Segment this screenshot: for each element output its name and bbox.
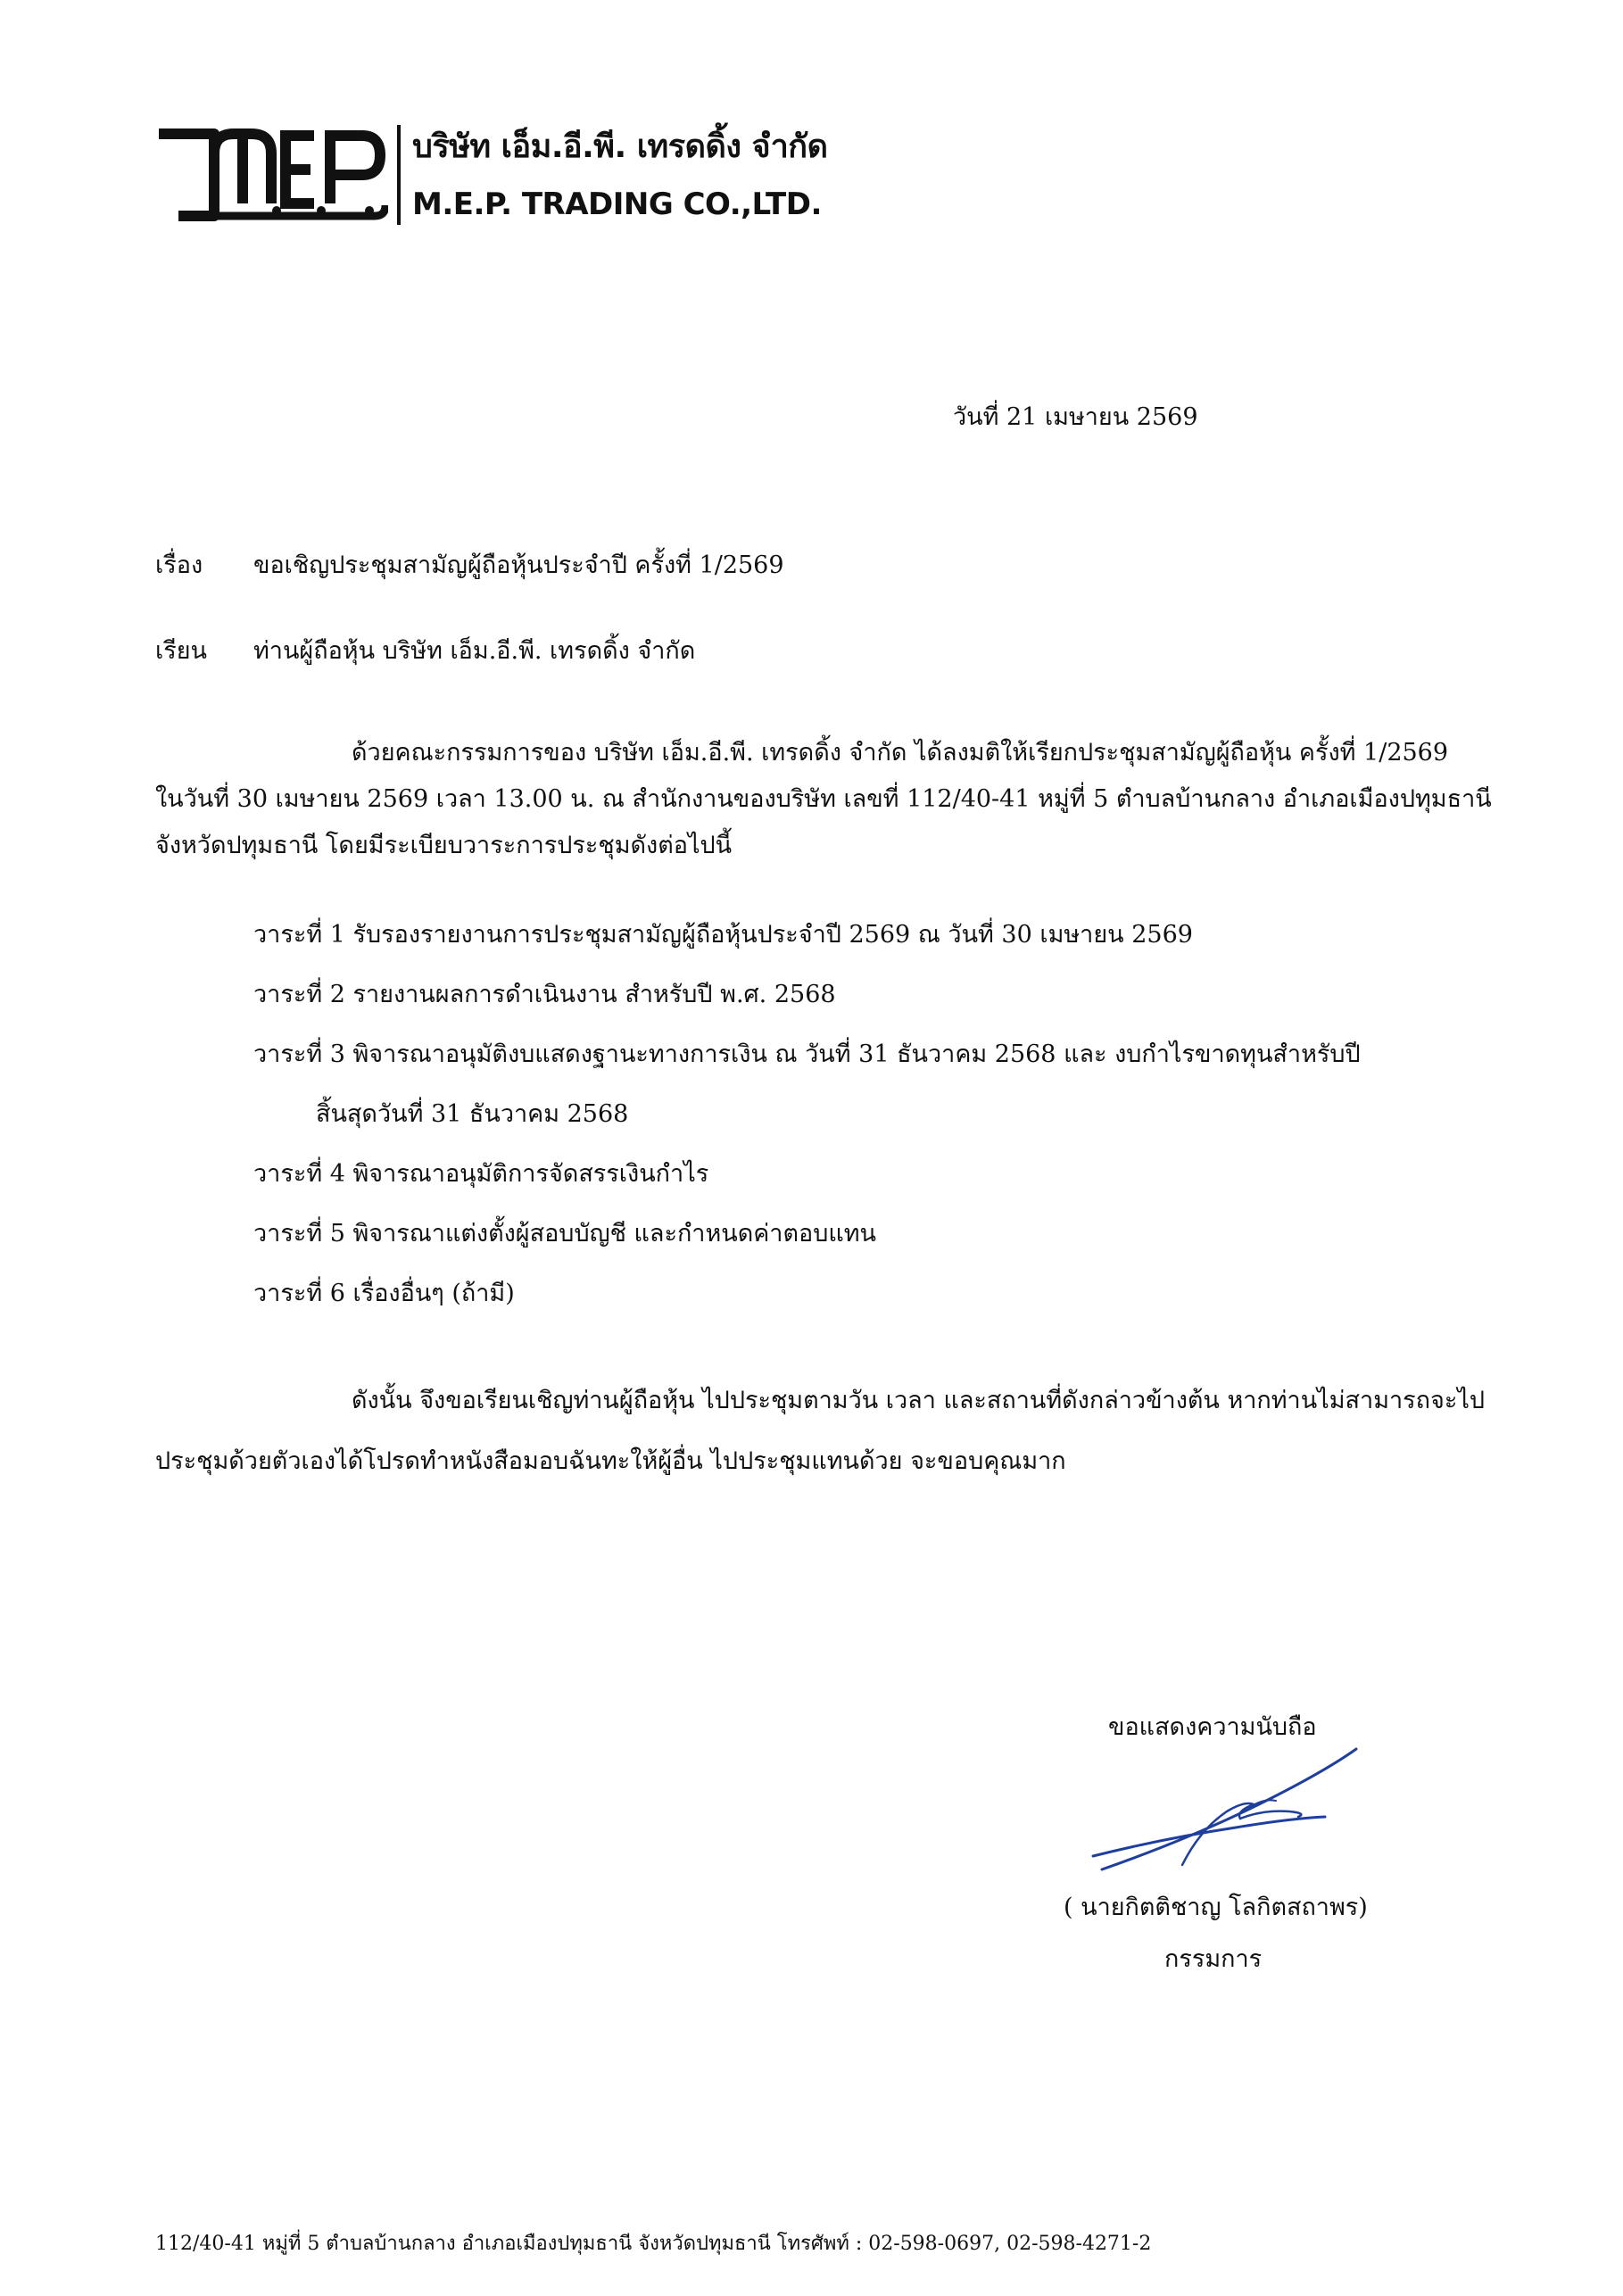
agenda-item: วาระที่ 5 พิจารณาแต่งตั้งผู้สอบบัญชี และกำหนดค่าตอบแทน <box>253 1220 877 1247</box>
agenda-item-continuation: สิ้นสุดวันที่ 31 ธันวาคม 2568 <box>316 1100 629 1128</box>
agenda-item: วาระที่ 1 รับรองรายงานการประชุมสามัญผู้ถือหุ้นประจำปี 2569 ณ วันที่ 30 เมษายน 2569 <box>253 921 1193 949</box>
agenda-item: วาระที่ 4 พิจารณาอนุมัติการจัดสรรเงินกำไร <box>253 1160 709 1188</box>
closing-line: ประชุมด้วยตัวเองได้โปรดทำหนังสือมอบฉันทะให้ผู้อื่น ไปประชุมแทนด้วย จะขอบคุณมาก <box>155 1447 1066 1475</box>
handwritten-signature <box>1084 1722 1370 1878</box>
regards-text: ขอแสดงความนับถือ <box>1108 1713 1317 1741</box>
intro-line: ในวันที่ 30 เมษายน 2569 เวลา 13.00 น. ณ สำนักงานของบริษัท เลขที่ 112/40-41 หมู่ที่ 5 ตำบลบ้านกลาง อำเภอเมืองปทุมธานี <box>155 785 1492 813</box>
addressee-label: เรียน <box>155 637 208 665</box>
agenda-list <box>253 919 1503 1338</box>
addressee-text: ท่านผู้ถือหุ้น บริษัท เอ็ม.อี.พี. เทรดดิ้ง จำกัด <box>253 637 696 665</box>
intro-paragraph <box>155 730 1492 869</box>
company-logo <box>152 118 388 232</box>
intro-line: ด้วยคณะกรรมการของ บริษัท เอ็ม.อี.พี. เทรดดิ้ง จำกัด ได้ลงมติให้เรียกประชุมสามัญผู้ถือหุ้น ครั้งที่ 1/2569 <box>352 739 1449 767</box>
company-name-thai: บริษัท เอ็ม.อี.พี. เทรดดิ้ง จำกัด <box>412 128 828 165</box>
agenda-item: วาระที่ 3 พิจารณาอนุมัติงบแสดงฐานะทางการเงิน ณ วันที่ 31 ธันวาคม 2568 และ งบกำไรขาดทุนสำหรับปี <box>253 1040 1361 1068</box>
signer-name: ( นายกิตติชาญ โลกิตสถาพร) <box>1064 1894 1368 1921</box>
signer-position: กรรมการ <box>1164 1945 1263 1973</box>
agenda-item: วาระที่ 6 เรื่องอื่นๆ (ถ้ามี) <box>253 1280 515 1307</box>
subject-label: เรื่อง <box>155 551 203 579</box>
agenda-item: วาระที่ 2 รายงานผลการดำเนินงาน สำหรับปี พ.ศ. 2568 <box>253 981 836 1008</box>
closing-line: ดังนั้น จึงขอเรียนเชิญท่านผู้ถือหุ้น ไปประชุมตามวัน เวลา และสถานที่ดังกล่าวข้างต้น หากท่านไม่สามารถจะไป <box>352 1387 1486 1414</box>
closing-paragraph <box>155 1371 1485 1492</box>
footer-address: 112/40-41 หมู่ที่ 5 ตำบลบ้านกลาง อำเภอเมืองปทุมธานี จังหวัดปทุมธานี โทรศัพท์ : 02-598-0697, 02-598-4271-2 <box>155 2233 1152 2255</box>
intro-line: จังหวัดปทุมธานี โดยมีระเบียบวาระการประชุมดังต่อไปนี้ <box>155 832 733 859</box>
letter-date: วันที่ 21 เมษายน 2569 <box>953 403 1198 431</box>
company-name-english: M.E.P. TRADING CO.,LTD. <box>412 186 822 222</box>
subject-text: ขอเชิญประชุมสามัญผู้ถือหุ้นประจำปี ครั้งที่ 1/2569 <box>253 551 784 579</box>
letterhead-divider <box>397 125 401 225</box>
